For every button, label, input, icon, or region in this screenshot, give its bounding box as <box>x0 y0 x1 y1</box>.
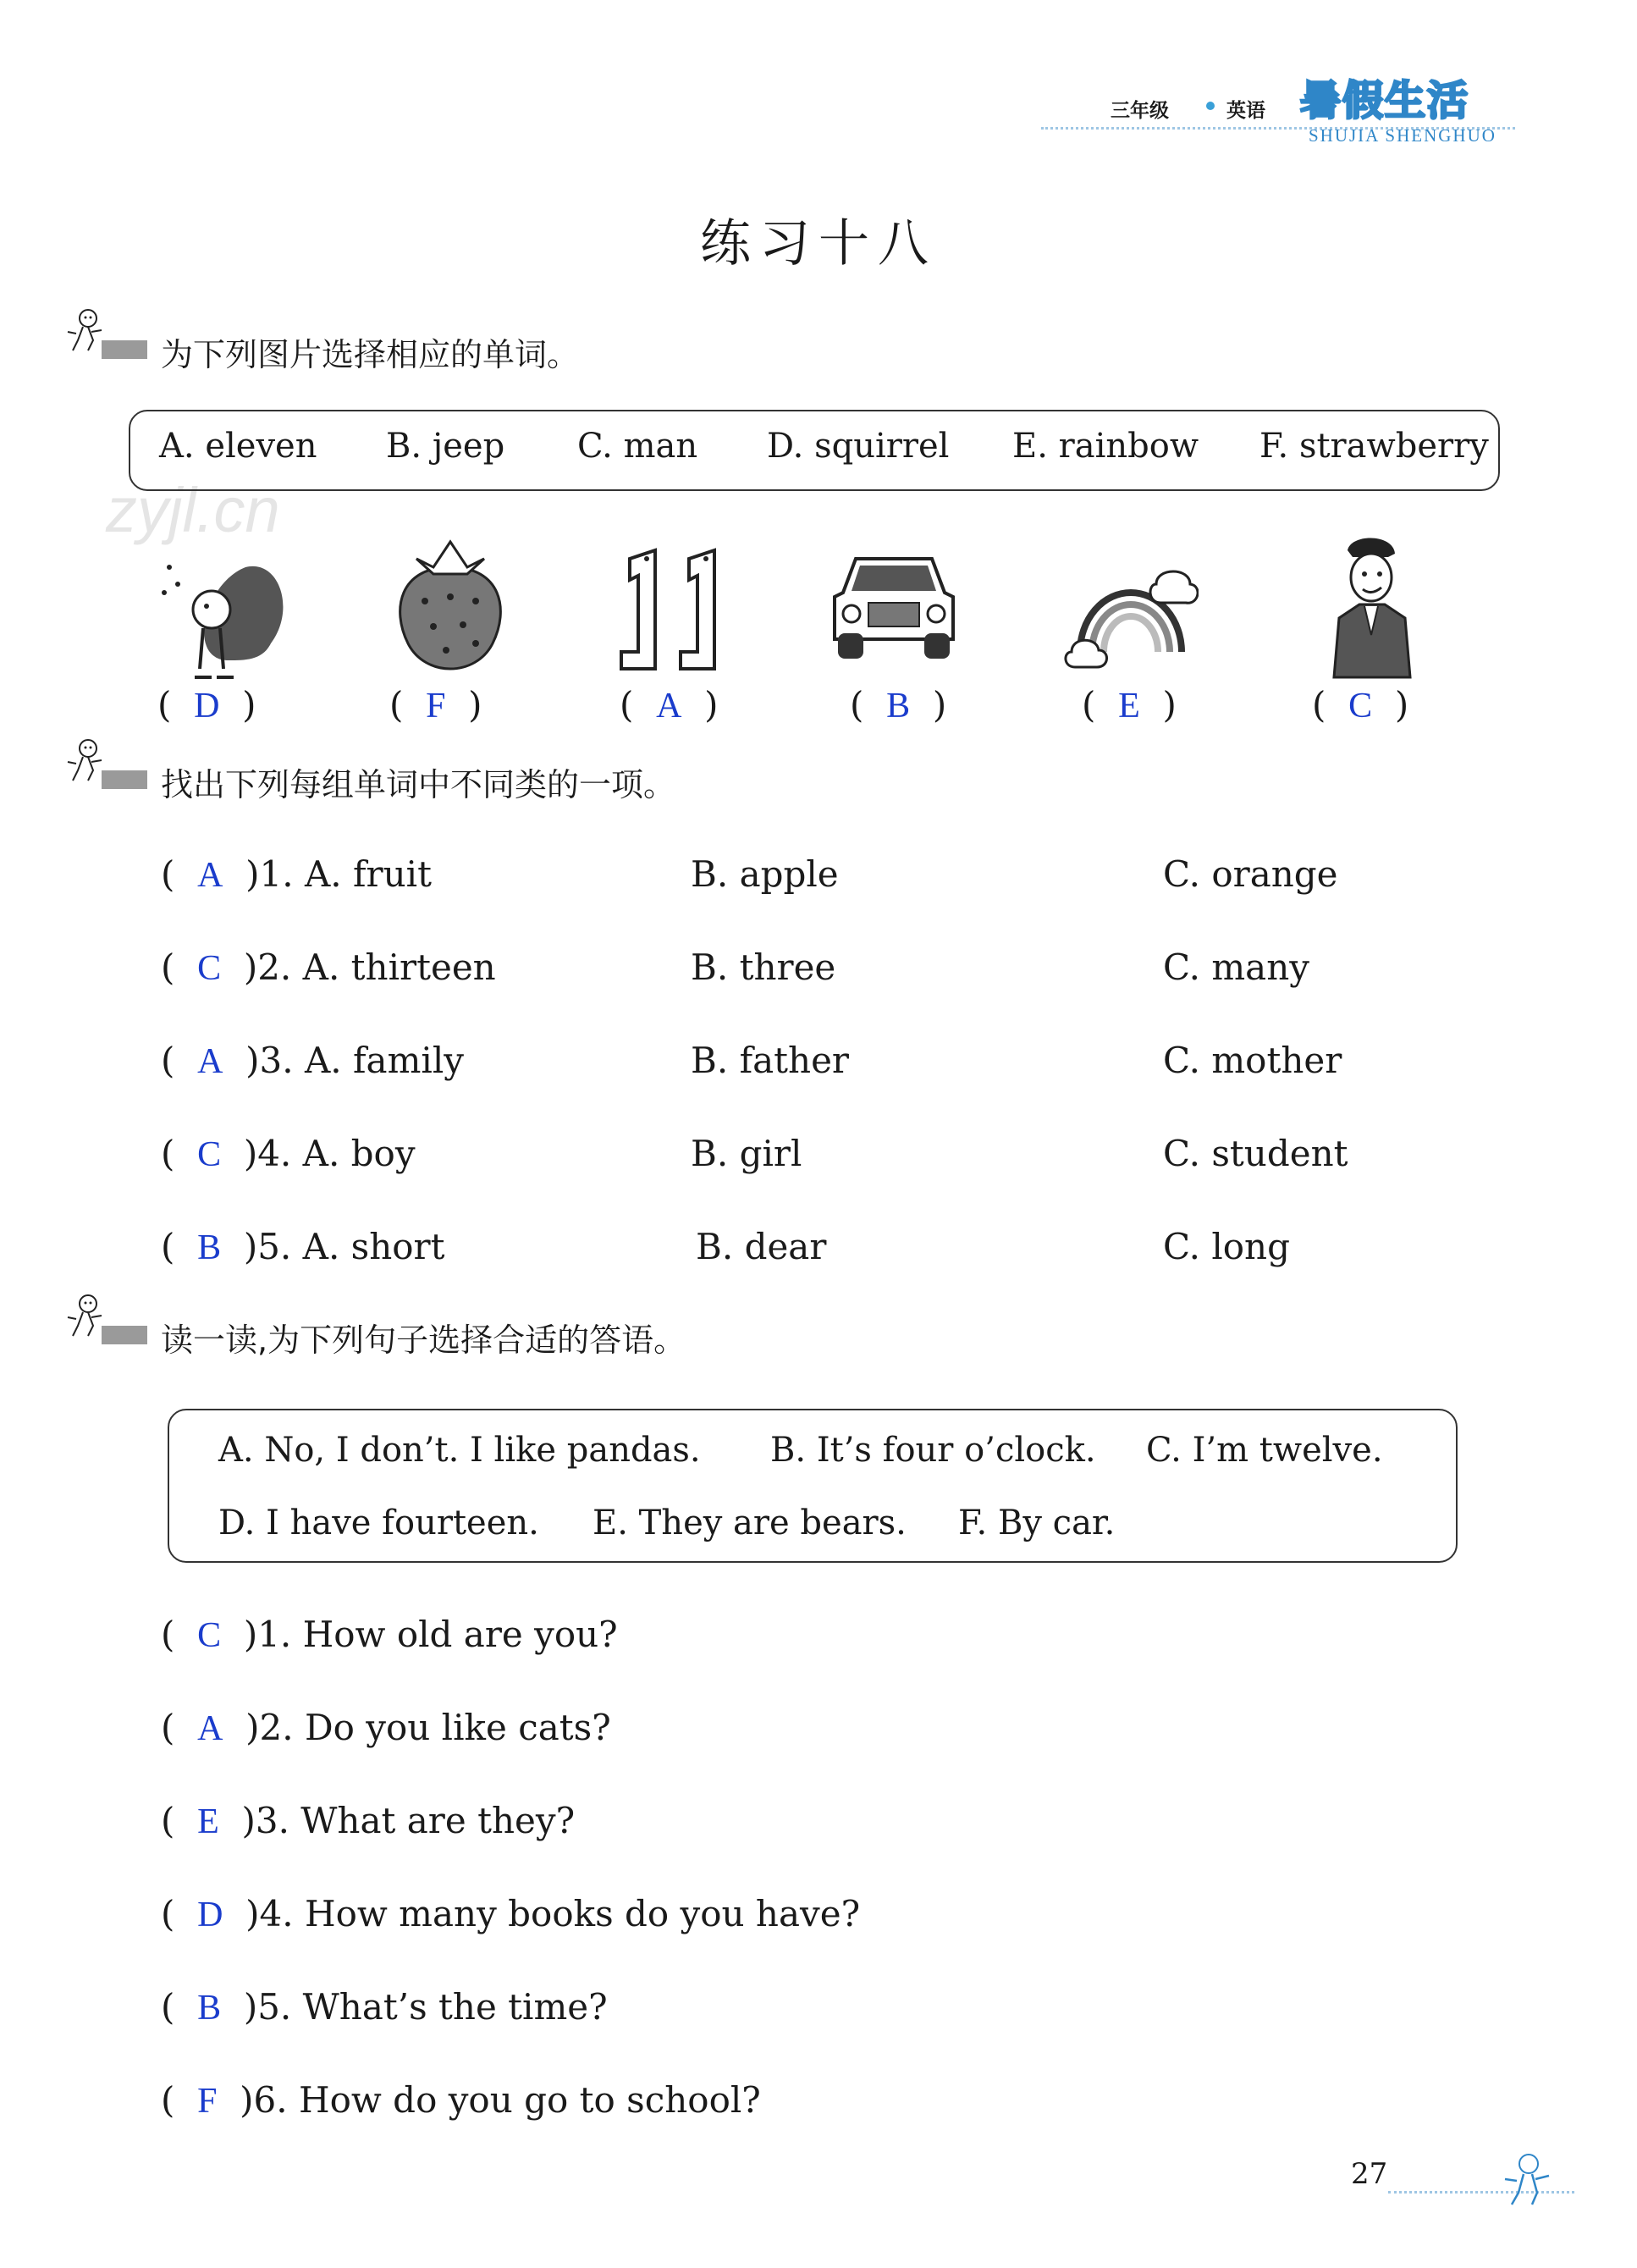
footer-kid-icon <box>1498 2150 1566 2210</box>
answer-option: B. It’s four o’clock. <box>770 1431 1096 1470</box>
section1-instruction: 为下列图片选择相应的单词。 <box>161 336 580 373</box>
brand-logo-en: SHUJIA SHENGHUO <box>1309 125 1496 146</box>
odd-one-out-item: ( C )4. A. boy <box>161 1133 416 1174</box>
answer-option: E. They are bears. <box>593 1504 907 1542</box>
option-b: B. father <box>691 1040 850 1081</box>
word-option: F. strawberry <box>1259 427 1489 466</box>
brand-logo: 暑假生活 <box>1300 77 1470 124</box>
word-option: E. rainbow <box>1012 427 1199 466</box>
odd-one-out-item: ( B )5. A. short <box>161 1226 445 1267</box>
picture-answer: ( C ) <box>1312 684 1409 726</box>
header-dot-icon <box>1206 102 1215 110</box>
picture-answer: ( E ) <box>1082 684 1177 726</box>
word-option: D. squirrel <box>767 427 950 466</box>
option-c: C. mother <box>1163 1040 1342 1081</box>
strawberry-icon <box>383 533 518 686</box>
page-number: 27 <box>1351 2157 1388 2191</box>
jeep-icon <box>826 533 962 686</box>
picture-answer: ( A ) <box>620 684 719 726</box>
header-subject: 英语 <box>1226 100 1265 122</box>
question-item: ( C )1. How old are you? <box>161 1614 618 1655</box>
option-c: C. many <box>1163 946 1309 988</box>
question-item: ( B )5. What’s the time? <box>161 1986 608 2028</box>
word-option: B. jeep <box>386 427 505 466</box>
question-item: ( E )3. What are they? <box>161 1800 576 1841</box>
odd-one-out-item: ( C )2. A. thirteen <box>161 946 496 988</box>
section2-instruction: 找出下列每组单词中不同类的一项。 <box>161 766 676 803</box>
answer-option: C. I’m twelve. <box>1146 1431 1383 1470</box>
kid-section-icon <box>64 737 149 791</box>
man-icon <box>1300 533 1436 686</box>
picture-answer: ( B ) <box>850 684 947 726</box>
kid-section-icon <box>64 1292 149 1346</box>
watermark: zyjl.cn <box>106 475 280 545</box>
answer-option: D. I have fourteen. <box>218 1504 539 1542</box>
option-b: B. apple <box>691 853 839 895</box>
option-b: B. dear <box>696 1226 827 1267</box>
answer-option: F. By car. <box>958 1504 1116 1542</box>
header-grade: 三年级 <box>1111 100 1169 122</box>
option-b: B. girl <box>691 1133 802 1174</box>
eleven-icon <box>604 533 740 686</box>
answer-option: A. No, I don’t. I like pandas. <box>218 1431 701 1470</box>
word-option: A. eleven <box>159 427 317 466</box>
picture-answer: ( D ) <box>157 684 256 726</box>
section3-instruction: 读一读,为下列句子选择合适的答语。 <box>161 1322 686 1359</box>
question-item: ( D )4. How many books do you have? <box>161 1893 861 1934</box>
option-c: C. long <box>1163 1226 1290 1267</box>
page-title: 练习十八 <box>700 214 937 273</box>
option-c: C. student <box>1163 1133 1348 1174</box>
kid-section-icon <box>64 306 149 361</box>
question-item: ( A )2. Do you like cats? <box>161 1707 611 1748</box>
rainbow-icon <box>1063 533 1199 686</box>
odd-one-out-item: ( A )3. A. family <box>161 1040 464 1081</box>
header-divider <box>1041 127 1515 130</box>
word-option: C. man <box>577 427 698 466</box>
question-item: ( F )6. How do you go to school? <box>161 2079 761 2121</box>
odd-one-out-item: ( A )1. A. fruit <box>161 853 432 895</box>
option-c: C. orange <box>1163 853 1338 895</box>
squirrel-icon <box>152 533 288 686</box>
option-b: B. three <box>691 946 836 988</box>
picture-answer: ( F ) <box>389 684 482 726</box>
